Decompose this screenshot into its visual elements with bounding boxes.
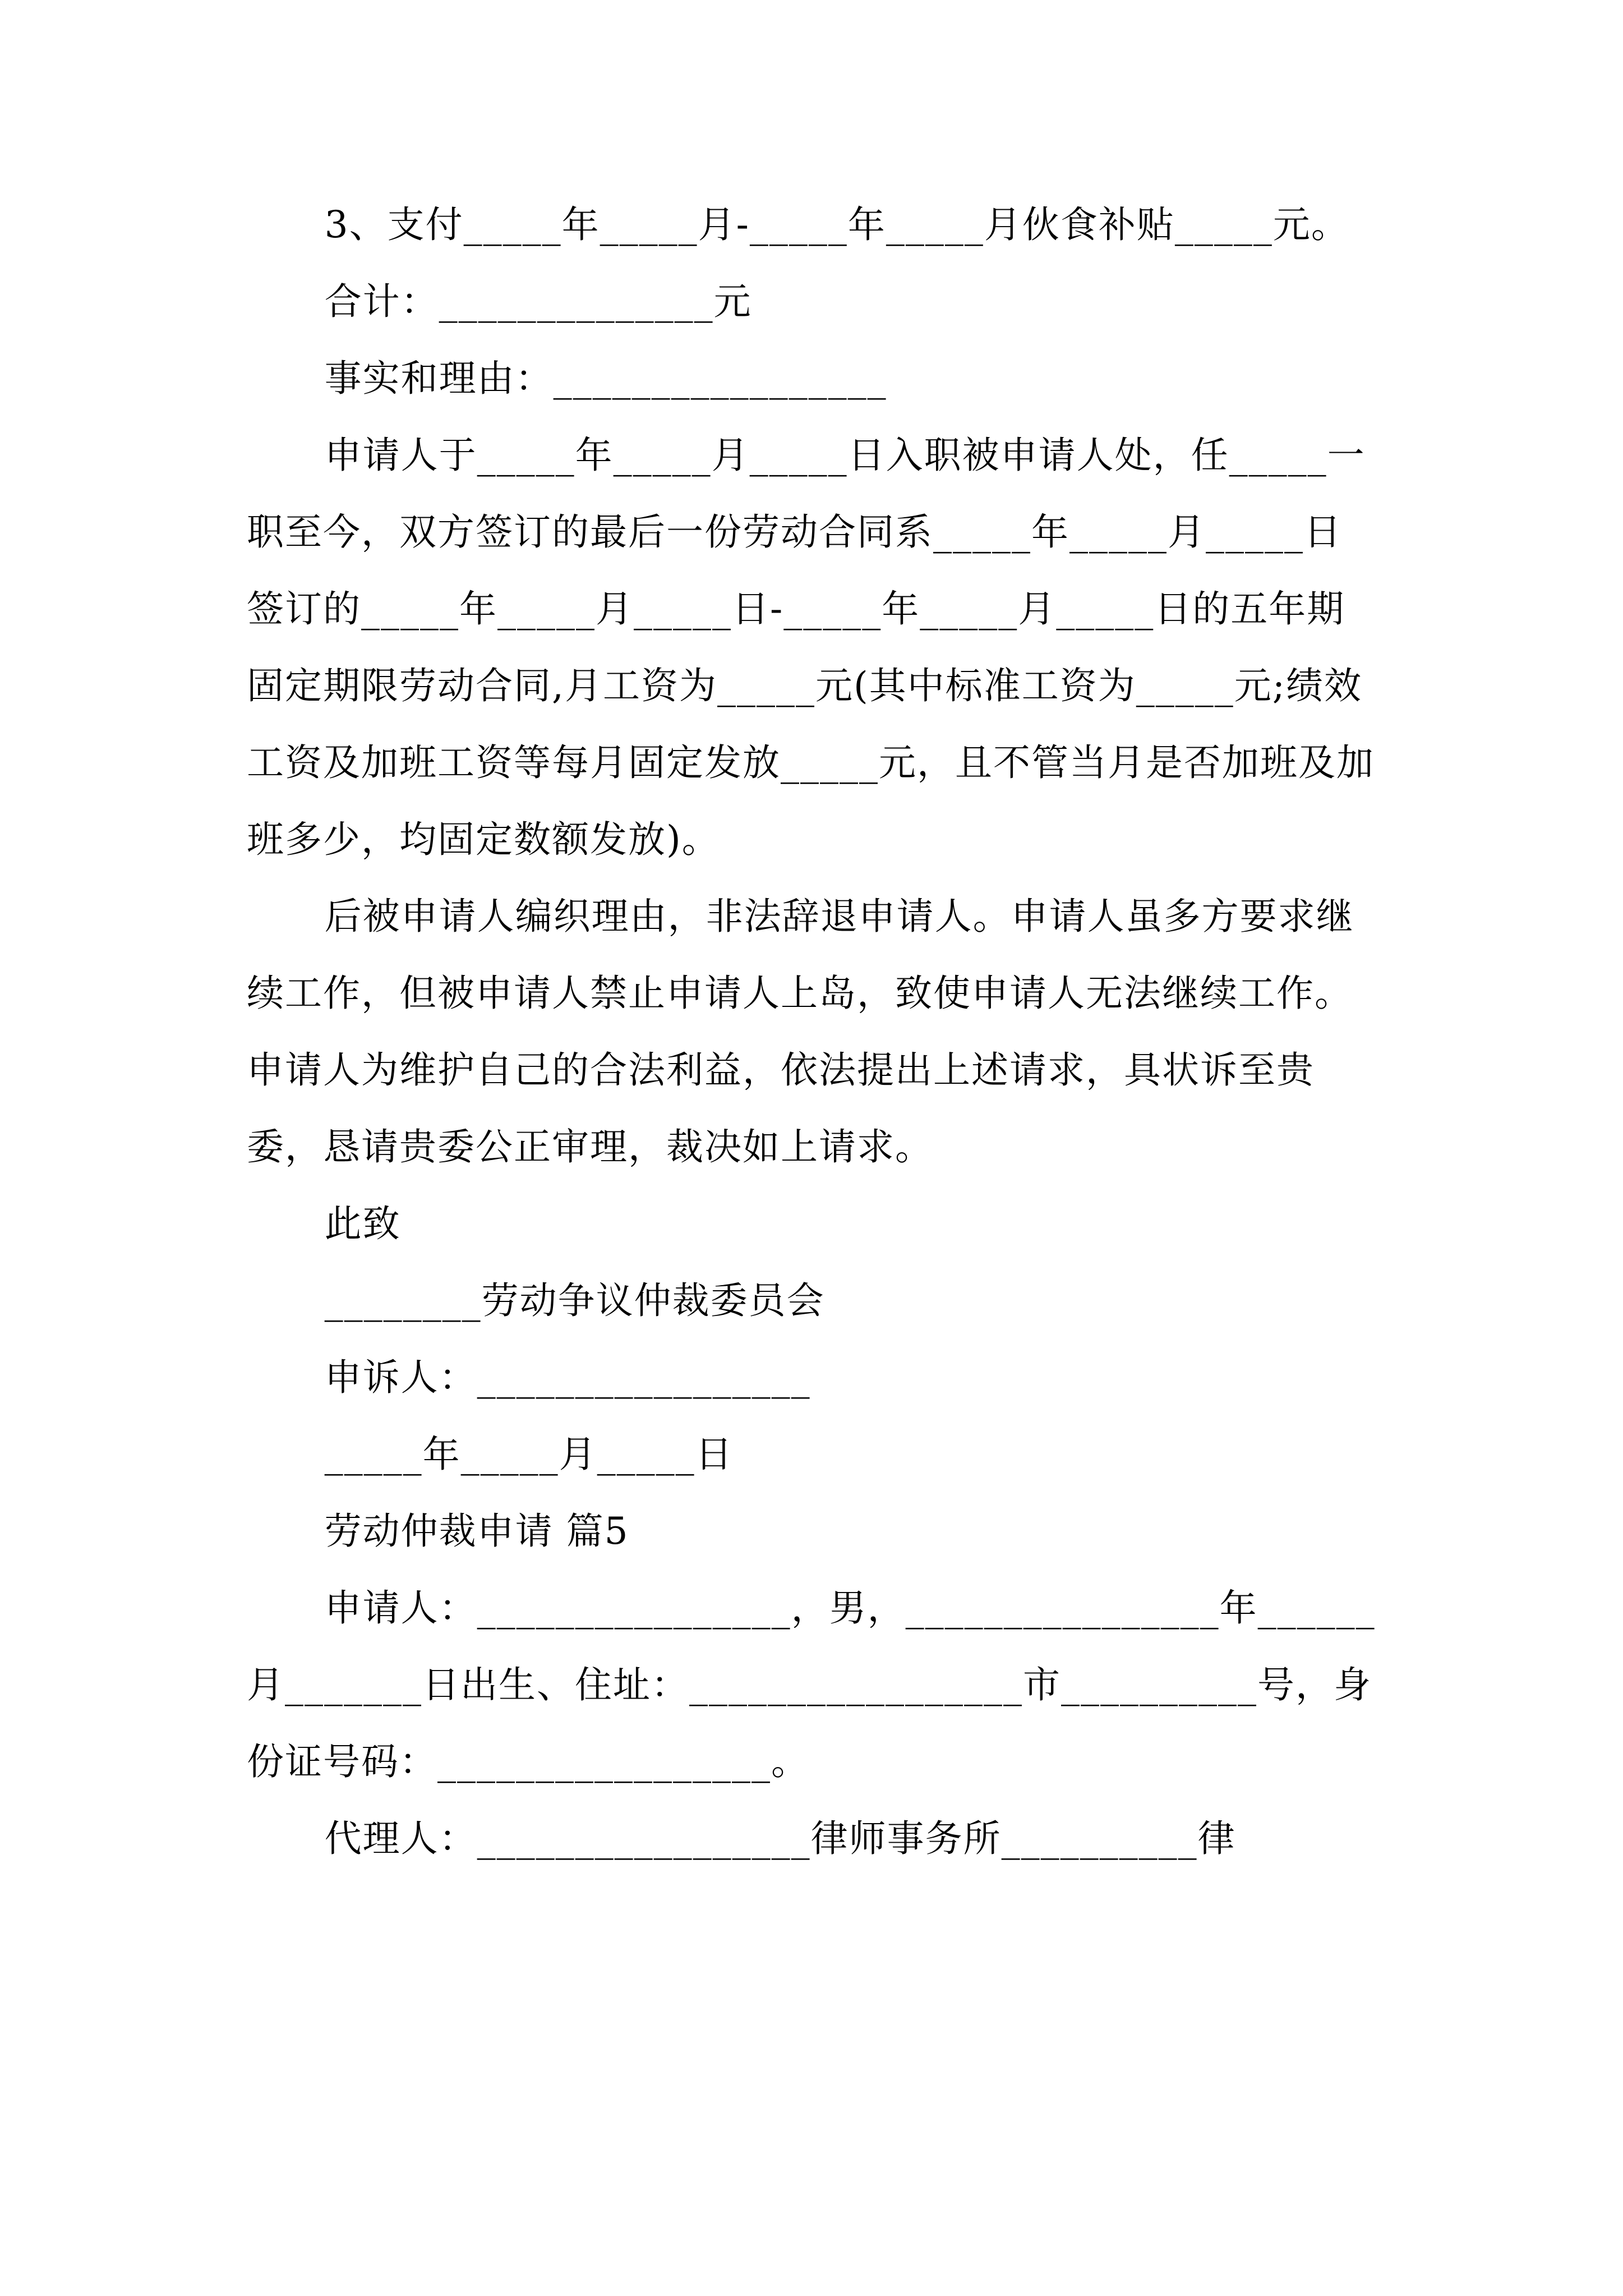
facts-paragraph-1: 申请人于_____年_____月_____日入职被申请人处，任_____一职至今，双方签订的最后一份劳动合同系_____年_____月_____日签订的_____年_____月_____日-_____年_____月_____日的五年期固定期限劳动合同,月工资为_____元(其中标准工资为_____元;绩效工资及加班工资等每月固定发放_____元，且不管当月是否加班及加班多少，均固定数额发放)。 (247, 434, 1375, 861)
document-body (247, 186, 1380, 1877)
agent-line: 代理人：_________________律师事务所__________律 (324, 1817, 1236, 1860)
section-title: 劳动仲裁申请 篇5 (324, 1510, 629, 1553)
salutation: 此致 (324, 1202, 401, 1245)
facts-paragraph-2: 后被申请人编织理由，非法辞退申请人。申请人虽多方要求继续工作，但被申请人禁止申请人上岛，致使申请人无法继续工作。申请人为维护自己的合法利益，依法提出上述请求，具状诉至贵委，恳请贵委公正审理，裁决如上请求。 (247, 895, 1354, 1168)
committee-line: ________劳动争议仲裁委员会 (324, 1279, 825, 1322)
facts-heading: 事实和理由：_________________ (324, 357, 887, 400)
payment-item-3: 3、支付_____年_____月-_____年_____月伙食补贴_____元。 (324, 203, 1349, 246)
date-line: _____年_____月_____日 (324, 1433, 734, 1476)
total-line: 合计：______________元 (324, 280, 752, 323)
complainant-line: 申诉人：_________________ (324, 1356, 811, 1399)
applicant-paragraph: 申请人：________________，男，________________年______月_______日出生、住址：_________________市__________号，身份证号码：_________________。 (247, 1586, 1376, 1783)
